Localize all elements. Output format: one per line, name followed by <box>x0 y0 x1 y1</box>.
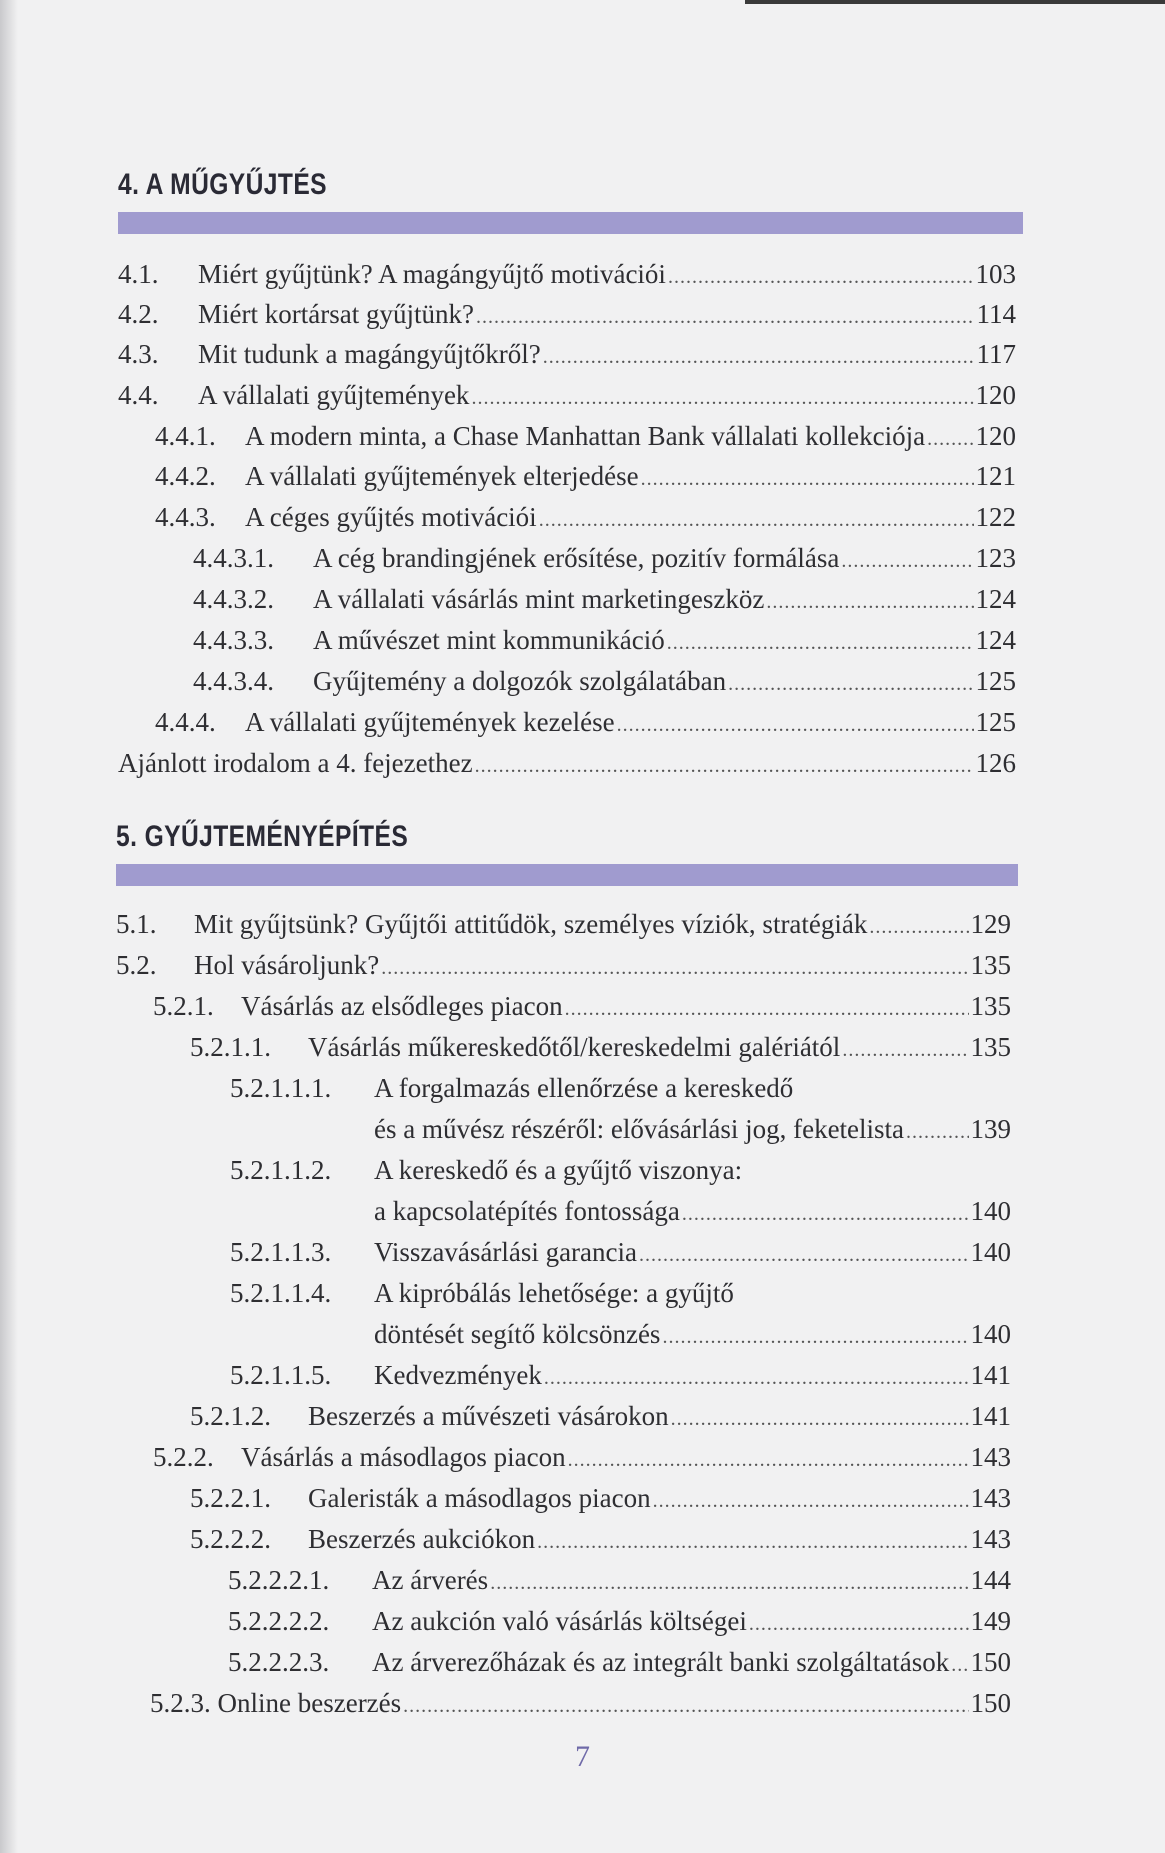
entry-title: Az árverezőházak és az integrált banki szolgáltatások <box>372 1647 950 1677</box>
toc-entry[interactable] <box>230 1232 1011 1272</box>
leader-dots <box>667 620 974 663</box>
entry-number: 4.4.2. <box>155 461 216 491</box>
entry-title: Ajánlott irodalom a 4. fejezethez <box>118 748 473 778</box>
toc-entry[interactable] <box>155 456 1016 496</box>
entry-title: Vásárlás műkereskedőtől/kereskedelmi galériától <box>308 1032 841 1062</box>
entry-title: Hol vásároljunk? <box>194 950 380 980</box>
entry-number: 5.2.1.1.4. <box>230 1278 332 1308</box>
toc-entry[interactable] <box>155 702 1016 742</box>
leader-dots <box>403 1683 968 1726</box>
leader-dots <box>869 904 968 947</box>
entry-page: 143 <box>970 1524 1011 1554</box>
entry-title: A vállalati gyűjtemények kezelése <box>245 707 615 737</box>
leader-dots <box>906 1109 968 1152</box>
toc-entry[interactable] <box>230 1273 1011 1313</box>
entry-page: 135 <box>970 950 1011 980</box>
entry-page: 141 <box>970 1360 1011 1390</box>
entry-title: Gyűjtemény a dolgozók szolgálatában <box>313 666 727 696</box>
chapter-4-header <box>118 166 1023 234</box>
entry-number: 5.2.2.2. <box>190 1524 271 1554</box>
leader-dots <box>927 416 973 459</box>
entry-page: 140 <box>970 1196 1011 1226</box>
toc-entry-continuation[interactable] <box>230 1191 1011 1231</box>
leader-dots <box>544 1355 969 1398</box>
toc-entry[interactable] <box>193 579 1016 619</box>
toc-entry[interactable] <box>150 1683 1011 1723</box>
toc-entry[interactable] <box>118 254 1016 294</box>
entry-page: 143 <box>970 1483 1011 1513</box>
toc-entry[interactable] <box>228 1601 1011 1641</box>
entry-title: A céges gyűjtés motivációi <box>245 502 537 532</box>
entry-title: döntését segítő kölcsönzés <box>374 1319 661 1349</box>
leader-dots <box>641 456 974 499</box>
chapter-divider-bar <box>118 212 1023 234</box>
toc-entry[interactable] <box>228 1642 1011 1682</box>
entry-title: Galeristák a másodlagos piacon <box>308 1483 651 1513</box>
entry-page: 149 <box>970 1606 1011 1636</box>
entry-title: A vállalati vásárlás mint marketingeszköz <box>313 584 765 614</box>
entry-page: 135 <box>970 991 1011 1021</box>
leader-dots <box>951 1642 968 1685</box>
entry-number: 5.1. <box>116 909 157 939</box>
entry-page: 140 <box>970 1237 1011 1267</box>
entry-title: Mit tudunk a magángyűjtőkről? <box>198 339 541 369</box>
entry-page: 140 <box>970 1319 1011 1349</box>
entry-number: 4.3. <box>118 339 159 369</box>
entry-number: 4.4. <box>118 380 159 410</box>
entry-number: 5.2.1.1.5. <box>230 1360 332 1390</box>
entry-number: 4.4.3. <box>155 502 216 532</box>
toc-entry[interactable] <box>116 945 1011 985</box>
leader-dots <box>841 538 973 581</box>
leader-dots <box>537 1519 968 1562</box>
leader-dots <box>490 1560 968 1603</box>
scan-top-edge <box>745 0 1165 4</box>
entry-title: Visszavásárlási garancia <box>374 1237 637 1267</box>
entry-page: 126 <box>975 748 1016 778</box>
entry-number: 4.1. <box>118 259 159 289</box>
entry-title: Beszerzés a művészeti vásárokon <box>308 1401 669 1431</box>
toc-entry[interactable] <box>228 1560 1011 1600</box>
toc-entry[interactable] <box>230 1150 1011 1190</box>
entry-number: 4.4.1. <box>155 421 216 451</box>
entry-page: 121 <box>975 461 1016 491</box>
entry-page: 129 <box>970 909 1011 939</box>
entry-number: 5.2.1.1.1. <box>230 1073 332 1103</box>
leader-dots <box>728 661 973 704</box>
toc-entry[interactable] <box>193 538 1016 578</box>
chapter-divider-bar <box>116 864 1018 886</box>
entry-page: 103 <box>975 259 1016 289</box>
leader-dots <box>766 579 973 622</box>
toc-entry[interactable] <box>193 620 1016 660</box>
toc-entry[interactable] <box>190 1478 1011 1518</box>
leader-dots <box>842 1027 968 1070</box>
entry-title: 5.2.3. Online beszerzés <box>150 1688 402 1718</box>
entry-title: A modern minta, a Chase Manhattan Bank vállalati kollekciója <box>245 421 926 451</box>
toc-entry[interactable] <box>118 375 1016 415</box>
entry-number: 4.4.3.2. <box>193 584 274 614</box>
entry-number: 5.2.1.1.2. <box>230 1155 332 1185</box>
entry-title: A forgalmazás ellenőrzése a kereskedő <box>374 1073 794 1103</box>
page-number: 7 <box>575 1740 590 1773</box>
leader-dots <box>617 702 974 745</box>
entry-title: és a művész részéről: elővásárlási jog, feketelista <box>374 1114 905 1144</box>
toc-entry[interactable] <box>118 294 1016 334</box>
leader-dots <box>475 743 974 786</box>
entry-number: 5.2.1. <box>153 991 214 1021</box>
entry-title: A vállalati gyűjtemények elterjedése <box>245 461 639 491</box>
entry-number: 5.2. <box>116 950 157 980</box>
entry-title: Az árverés <box>372 1565 489 1595</box>
entry-page: 124 <box>975 584 1016 614</box>
toc-entry[interactable] <box>118 334 1016 374</box>
chapter-title: 5. GYŰJTEMÉNYÉPÍTÉS <box>116 820 409 853</box>
entry-number: 4.4.4. <box>155 707 216 737</box>
entry-page: 124 <box>975 625 1016 655</box>
toc-entry[interactable] <box>230 1355 1011 1395</box>
leader-dots <box>749 1601 969 1644</box>
leader-dots <box>682 1191 969 1234</box>
entry-title: A vállalati gyűjtemények <box>198 380 470 410</box>
leader-dots <box>568 1437 969 1480</box>
leader-dots <box>476 294 975 337</box>
entry-number: 5.2.1.1.3. <box>230 1237 332 1267</box>
entry-page: 141 <box>970 1401 1011 1431</box>
entry-number: 5.2.1.1. <box>190 1032 271 1062</box>
toc-entry[interactable] <box>193 661 1016 701</box>
entry-title: Mit gyűjtsünk? Gyűjtői attitűdök, személyes víziók, stratégiák <box>194 909 868 939</box>
toc-entry[interactable] <box>153 1437 1011 1477</box>
toc-entry-continuation[interactable] <box>230 1314 1011 1354</box>
leader-dots <box>671 1396 969 1439</box>
entry-page: 122 <box>975 502 1016 532</box>
entry-page: 144 <box>970 1565 1011 1595</box>
entry-page: 139 <box>970 1114 1011 1144</box>
entry-number: 5.2.2.2.2. <box>228 1606 330 1636</box>
entry-page: 123 <box>975 543 1016 573</box>
entry-number: 4.4.3.1. <box>193 543 274 573</box>
leader-dots <box>381 945 968 988</box>
entry-title: A kereskedő és a gyűjtő viszonya: <box>374 1155 743 1185</box>
toc-entry[interactable] <box>190 1027 1011 1067</box>
entry-number: 4.4.3.3. <box>193 625 274 655</box>
entry-title: A művészet mint kommunikáció <box>313 625 665 655</box>
entry-page: 120 <box>975 380 1016 410</box>
entry-title: Miért kortársat gyűjtünk? <box>198 299 474 329</box>
entry-page: 150 <box>970 1688 1011 1718</box>
entry-number: 5.2.2.2.3. <box>228 1647 330 1677</box>
toc-entry[interactable] <box>155 416 1016 456</box>
page-binding-shadow <box>0 0 18 1853</box>
leader-dots <box>639 1232 969 1275</box>
entry-page: 120 <box>975 421 1016 451</box>
entry-number: 5.2.1.2. <box>190 1401 271 1431</box>
leader-dots <box>471 375 973 418</box>
toc-entry[interactable] <box>230 1068 1011 1108</box>
entry-page: 125 <box>975 707 1016 737</box>
entry-title: Kedvezmények <box>374 1360 542 1390</box>
entry-title: Az aukción való vásárlás költségei <box>372 1606 747 1636</box>
entry-number: 4.4.3.4. <box>193 666 274 696</box>
entry-title: A kipróbálás lehetősége: a gyűjtő <box>374 1278 734 1308</box>
leader-dots <box>543 334 975 377</box>
toc-entry[interactable] <box>190 1519 1011 1559</box>
entry-page: 150 <box>970 1647 1011 1677</box>
entry-title: a kapcsolatépítés fontossága <box>374 1196 680 1226</box>
entry-page: 114 <box>976 299 1016 329</box>
entry-title: Vásárlás a másodlagos piacon <box>241 1442 566 1472</box>
entry-number: 5.2.2.2.1. <box>228 1565 330 1595</box>
toc-entry[interactable] <box>153 986 1011 1026</box>
leader-dots <box>565 986 969 1029</box>
entry-page: 143 <box>970 1442 1011 1472</box>
toc-entry[interactable] <box>190 1396 1011 1436</box>
entry-title: Vásárlás az elsődleges piacon <box>241 991 563 1021</box>
entry-page: 135 <box>970 1032 1011 1062</box>
entry-title: Miért gyűjtünk? A magángyűjtő motivációi <box>198 259 666 289</box>
chapter-5-header <box>116 818 1018 886</box>
toc-entry[interactable] <box>155 497 1016 537</box>
toc-entry-bibliography[interactable] <box>118 743 1016 783</box>
entry-number: 5.2.2.1. <box>190 1483 271 1513</box>
leader-dots <box>668 254 974 297</box>
entry-number: 4.2. <box>118 299 159 329</box>
entry-page: 125 <box>975 666 1016 696</box>
chapter-title: 4. A MŰGYŰJTÉS <box>118 168 327 201</box>
leader-dots <box>653 1478 969 1521</box>
entry-page: 117 <box>976 339 1016 369</box>
entry-number: 5.2.2. <box>153 1442 214 1472</box>
toc-entry-continuation[interactable] <box>230 1109 1011 1149</box>
leader-dots <box>539 497 974 540</box>
leader-dots <box>662 1314 968 1357</box>
toc-entry[interactable] <box>116 904 1011 944</box>
entry-title: A cég brandingjének erősítése, pozitív formálása <box>313 543 840 573</box>
entry-title: Beszerzés aukciókon <box>308 1524 536 1554</box>
